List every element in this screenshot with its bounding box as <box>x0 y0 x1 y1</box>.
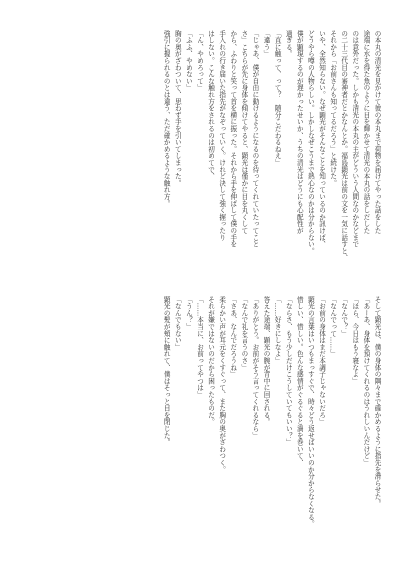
upper-text-block: の本丸の清光を見かけて彼の本丸まで荷物を届けてやった話をした 途端に水を得た魚のように目を輝かせて清光の本丸の話をしだした のは意外だった。しかも清光の本丸の主がどういう人間なのかなどまで の二十三代目の審神者だとかなんとか。福島顕光は前の文を一気に話すと、 それから「お前さんも知ってるだろう」と続けた。 いや、全然知らない。なぜ顕光がそんなことを知っているのか訊けば、 どうやら噂の人物らしい。しかしなぜこうまで熱心なのかは分からない。 僕が顕現するのが遅かったせいか、うちの清光はどうにも心配性が 過ぎる。 「直に触って、って？ 随分こだわるねえ」 「違う」 「じゃあ、僕が自由に動けるようになるのを待ってくれていたってこと さ」こちらが先に身体を傾けてやると、顕光は僅かに目を丸くして から、ふわりと笑って首を横に振った。それから手を伸ばして僕の手を 手入れの行き届いた指先がなぞっていく。けれど決して強く握ったり はしない。こんな触れ方をされるのは初めてで、 「ん、やめろって」 「ふふ、やめない」 胸の奥がざわついて、思わず手を引いてしまった。 強引に握られるのとは違う、ただ確かめるような触れ方。 <box>162 30 381 262</box>
lower-text-block: そして顕光は、僕の身体の隅々まで確かめるように指先を滑らせた。 「あーあ、身体を預けてくれるのはうれしいんだけど」 「ほら、今日はもう寝なよ」 「なんで？」 「なんでって……」 「お前の身体はまだ本調子じゃないだろ」 顕光の言葉はいつもまっすぐで、時々どう返せばいいのか分からなくなる。 惜しい、惜しい。色んな感情がぐるぐると渦を巻いて、 「ならさ、もう少しだけこうしていてもいい？」 「……好きにしなよ」 答えた途端、顕光の腕が背中に回される。 「ありがとう。お前がそう言ってくれるなら」 「なんで礼を言うのさ」 「さあ、なんでだろうね」 柔らかい声が耳元をくすぐって、また胸の奥がざわつく。 それが嫌ではないのだから困ったものだ。 「……本当に、お前ってやつは」 「うん？」 「なんでもない」 顕光の髪が頬に触れて、僕はそっと目を閉じた。 <box>162 296 381 528</box>
